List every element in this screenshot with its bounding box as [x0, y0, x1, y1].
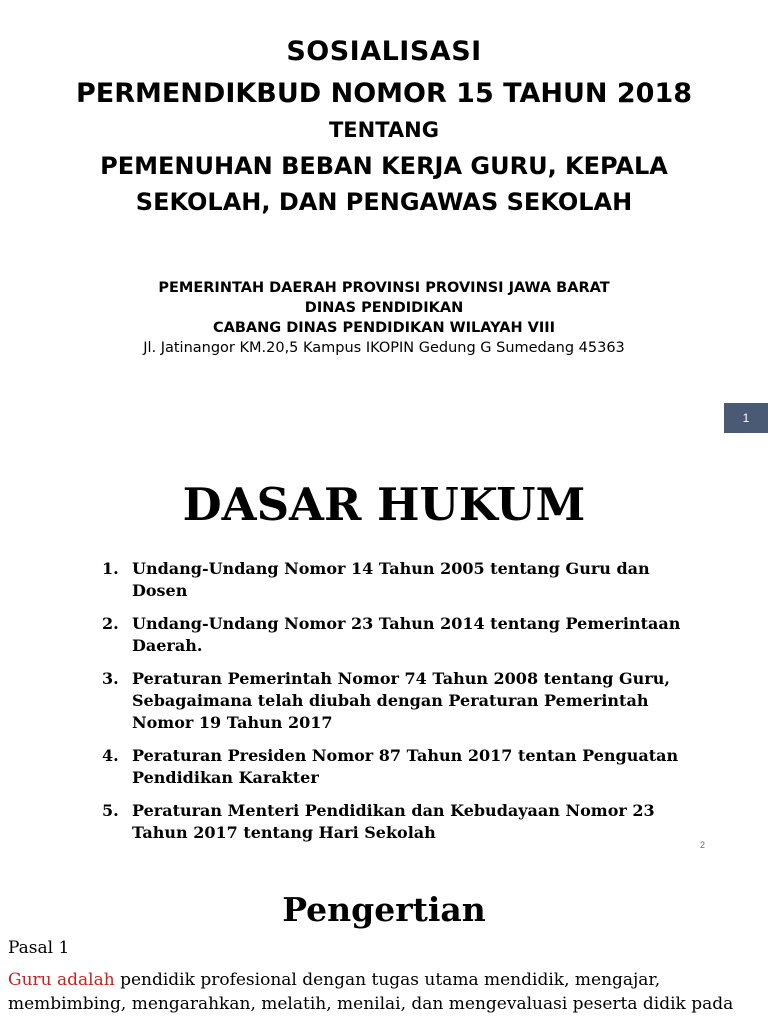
title-line-4: PEMENUHAN BEBAN KERJA GURU, KEPALA	[100, 152, 668, 180]
list-item-number: 1.	[102, 559, 119, 578]
list-item-text: Peraturan Presiden Nomor 87 Tahun 2017 tentan Penguatan Pendidikan Karakter	[132, 746, 679, 787]
legal-basis-slide	[0, 448, 768, 866]
title-line-5: SEKOLAH, DAN PENGAWAS SEKOLAH	[135, 188, 633, 216]
list-item	[96, 613, 696, 657]
list-item	[96, 800, 696, 844]
list-item-number: 4.	[102, 746, 119, 765]
list-item-text: Peraturan Menteri Pendidikan dan Kebudayaan Nomor 23 Tahun 2017 tentang Hari Sekolah	[132, 801, 655, 842]
title-slide	[0, 0, 768, 440]
org-line-1: PEMERINTAH DAERAH PROVINSI PROVINSI JAWA BARAT	[158, 280, 610, 296]
page-number-badge: 1	[724, 403, 768, 433]
list-item-number: 2.	[102, 614, 119, 633]
list-item-number: 3.	[102, 669, 119, 688]
title-line-2: PERMENDIKBUD NOMOR 15 TAHUN 2018	[75, 78, 693, 109]
definition-paragraph	[8, 968, 760, 1016]
article-label: Pasal 1	[8, 938, 70, 958]
slide-page-number: 2	[700, 840, 706, 850]
list-item	[96, 745, 696, 789]
definition-text: pendidik profesional dengan tugas utama mendidik, mengajar, membimbing, mengarahkan, melatih, menilai, dan mengevaluasi peserta didik pada	[8, 970, 734, 1014]
list-item-text: Undang-Undang Nomor 23 Tahun 2014 tentang Pemerintaan Daerah.	[132, 614, 681, 655]
list-item-text: Peraturan Pemerintah Nomor 74 Tahun 2008 tentang Guru, Sebagaimana telah diubah dengan Peraturan Pemerintah Nomor 19 Tahun 2017	[132, 669, 670, 732]
defined-term: Guru adalah	[8, 970, 115, 990]
list-item-text: Undang-Undang Nomor 14 Tahun 2005 tentang Guru dan Dosen	[132, 559, 650, 600]
org-line-3: CABANG DINAS PENDIDIKAN WILAYAH VIII	[212, 320, 556, 336]
title-line-3: TENTANG	[328, 118, 439, 142]
slide-heading: Pengertian	[282, 890, 486, 929]
legal-basis-list	[96, 558, 696, 855]
title-line-1: SOSIALISASI	[286, 36, 482, 67]
address: Jl. Jatinangor KM.20,5 Kampus IKOPIN Gedung G Sumedang 45363	[143, 340, 625, 356]
list-item	[96, 558, 696, 602]
list-item-number: 5.	[102, 801, 119, 820]
org-line-2: DINAS PENDIDIKAN	[304, 300, 464, 316]
list-item	[96, 668, 696, 734]
slide-heading: DASAR HUKUM	[182, 478, 586, 531]
definition-slide	[0, 872, 768, 1024]
